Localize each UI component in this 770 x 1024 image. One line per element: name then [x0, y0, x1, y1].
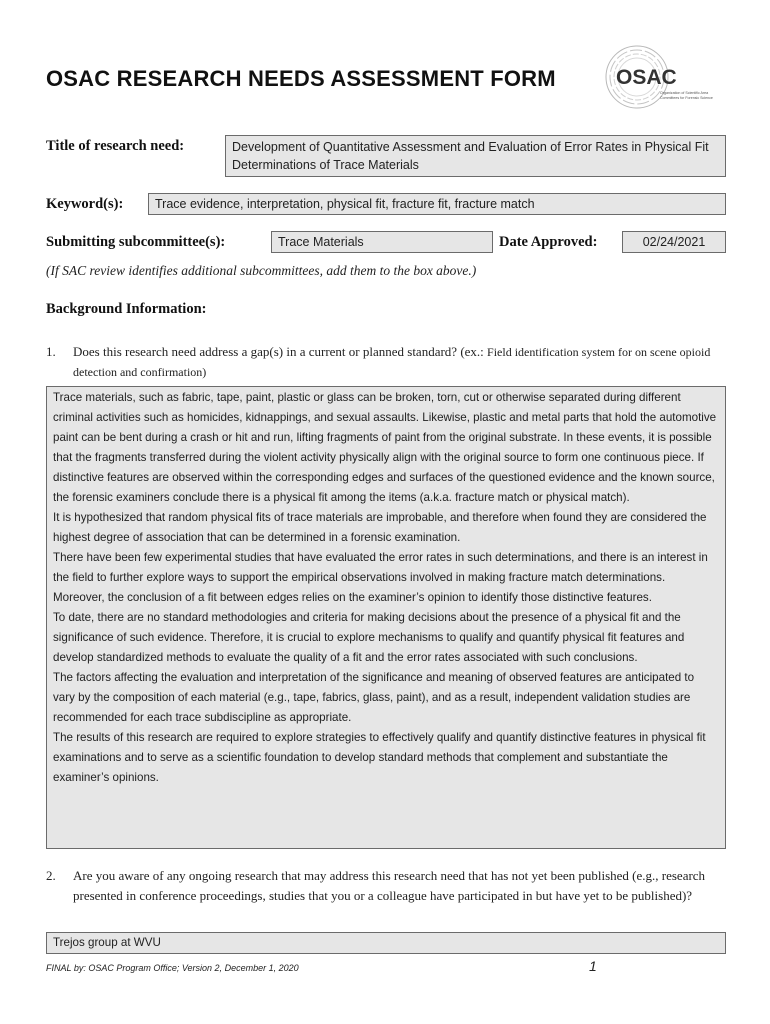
- question-1-number: 1.: [46, 344, 56, 359]
- answer-1-paragraph: It is hypothesized that random physical fits of trace materials are improbable, and therefore when found they are considered the highest degree of association that can be determined in a forensic examination.: [53, 511, 707, 544]
- footer-version: FINAL by: OSAC Program Office; Version 2, December 1, 2020: [46, 963, 299, 973]
- question-1-example: Field identification system for on scene opioid detection and confirmation): [73, 345, 711, 379]
- logo-subtitle-1: Organization of Scientific Area: [660, 91, 709, 95]
- question-2-text: Are you aware of any ongoing research that may address this research need that has not yet been published (e.g., research presented in conference proceedings, studies that you or a colleague have participated in but have yet to be published)?: [73, 868, 706, 903]
- subcommittee-note: (If SAC review identifies additional subcommittees, add them to the box above.): [46, 263, 477, 278]
- osac-logo-graphic: [604, 44, 730, 110]
- date-approved-field[interactable]: 02/24/2021: [622, 231, 726, 253]
- logo-subtitle-2: Committees for Forensic Science: [660, 96, 713, 100]
- answer-1-paragraph: The results of this research are required to explore strategies to effectively qualify and quantify distinctive features in physical fit examinations and to serve as a scientific foundation to develop standard methods that complement and substantiate the examiner’s opinions.: [53, 731, 706, 784]
- question-1: [46, 342, 736, 382]
- logo-wordmark: OSAC: [616, 66, 677, 89]
- answer-1-paragraph: To date, there are no standard methodologies and criteria for making decisions about the presence of a physical fit and the significance of such evidence. Therefore, it is crucial to explore mechanisms to qualify and quantify physical fit features and develop standardized methods to evaluate the quality of a fit and the error rates associated with such conclusions.: [53, 611, 685, 664]
- question-1-text: [73, 342, 723, 382]
- subcommittee-field[interactable]: Trace Materials: [271, 231, 493, 253]
- title-field[interactable]: Development of Quantitative Assessment and Evaluation of Error Rates in Physical Fit Determinations of Trace Materials: [225, 135, 726, 177]
- subcommittee-label: Submitting subcommittee(s):: [46, 234, 226, 250]
- keywords-label: Keyword(s):: [46, 196, 124, 212]
- keywords-field[interactable]: Trace evidence, interpretation, physical fit, fracture fit, fracture match: [148, 193, 726, 215]
- question-1-main: Does this research need address a gap(s) in a current or planned standard? (ex.:: [73, 344, 488, 359]
- question-2: [46, 866, 736, 926]
- osac-logo: [604, 44, 730, 110]
- question-2-answer[interactable]: Trejos group at WVU: [46, 932, 726, 954]
- answer-1-paragraph: Trace materials, such as fabric, tape, paint, plastic or glass can be broken, torn, cut or otherwise separated during different criminal activities such as homicides, kidnappings, and sexual assaults. Likewise, plastic and metal parts that hold the automotive paint can be bent during a crash or hit and run, lifting fragments of paint from the original substrate. In these events, it is possible that the fragments transferred during the violent activity physically align with the original source to form one continuous piece. If distinctive features are observed within the corresponding edges and surfaces of the questioned evidence and the known source, the forensic examiners conclude there is a physical fit among the items (a.k.a. fracture match or physical match).: [53, 391, 717, 504]
- answer-1-paragraph: The factors affecting the evaluation and interpretation of the significance and meaning of observed features are anticipated to vary by the composition of each material (e.g., tape, fabrics, glass, paint), and as a result, independent validation studies are recommended for each trace subdiscipline as appropriate.: [53, 671, 695, 724]
- title-label: Title of research need:: [46, 138, 185, 154]
- answer-1-paragraph: There have been few experimental studies that have evaluated the error rates in such determinations, and there is an interest in the field to further explore ways to support the empirical observations involved in making fracture match determinations. Moreover, the conclusion of a fit between edges relies on the examiner’s opinion to identify those distinctive features.: [53, 551, 708, 604]
- page-title: OSAC RESEARCH NEEDS ASSESSMENT FORM: [46, 66, 556, 91]
- background-heading: Background Information:: [46, 301, 207, 317]
- question-2-number: 2.: [46, 868, 56, 883]
- question-1-answer[interactable]: [46, 386, 726, 849]
- page-number: 1: [589, 958, 597, 974]
- date-approved-label: Date Approved:: [499, 234, 598, 250]
